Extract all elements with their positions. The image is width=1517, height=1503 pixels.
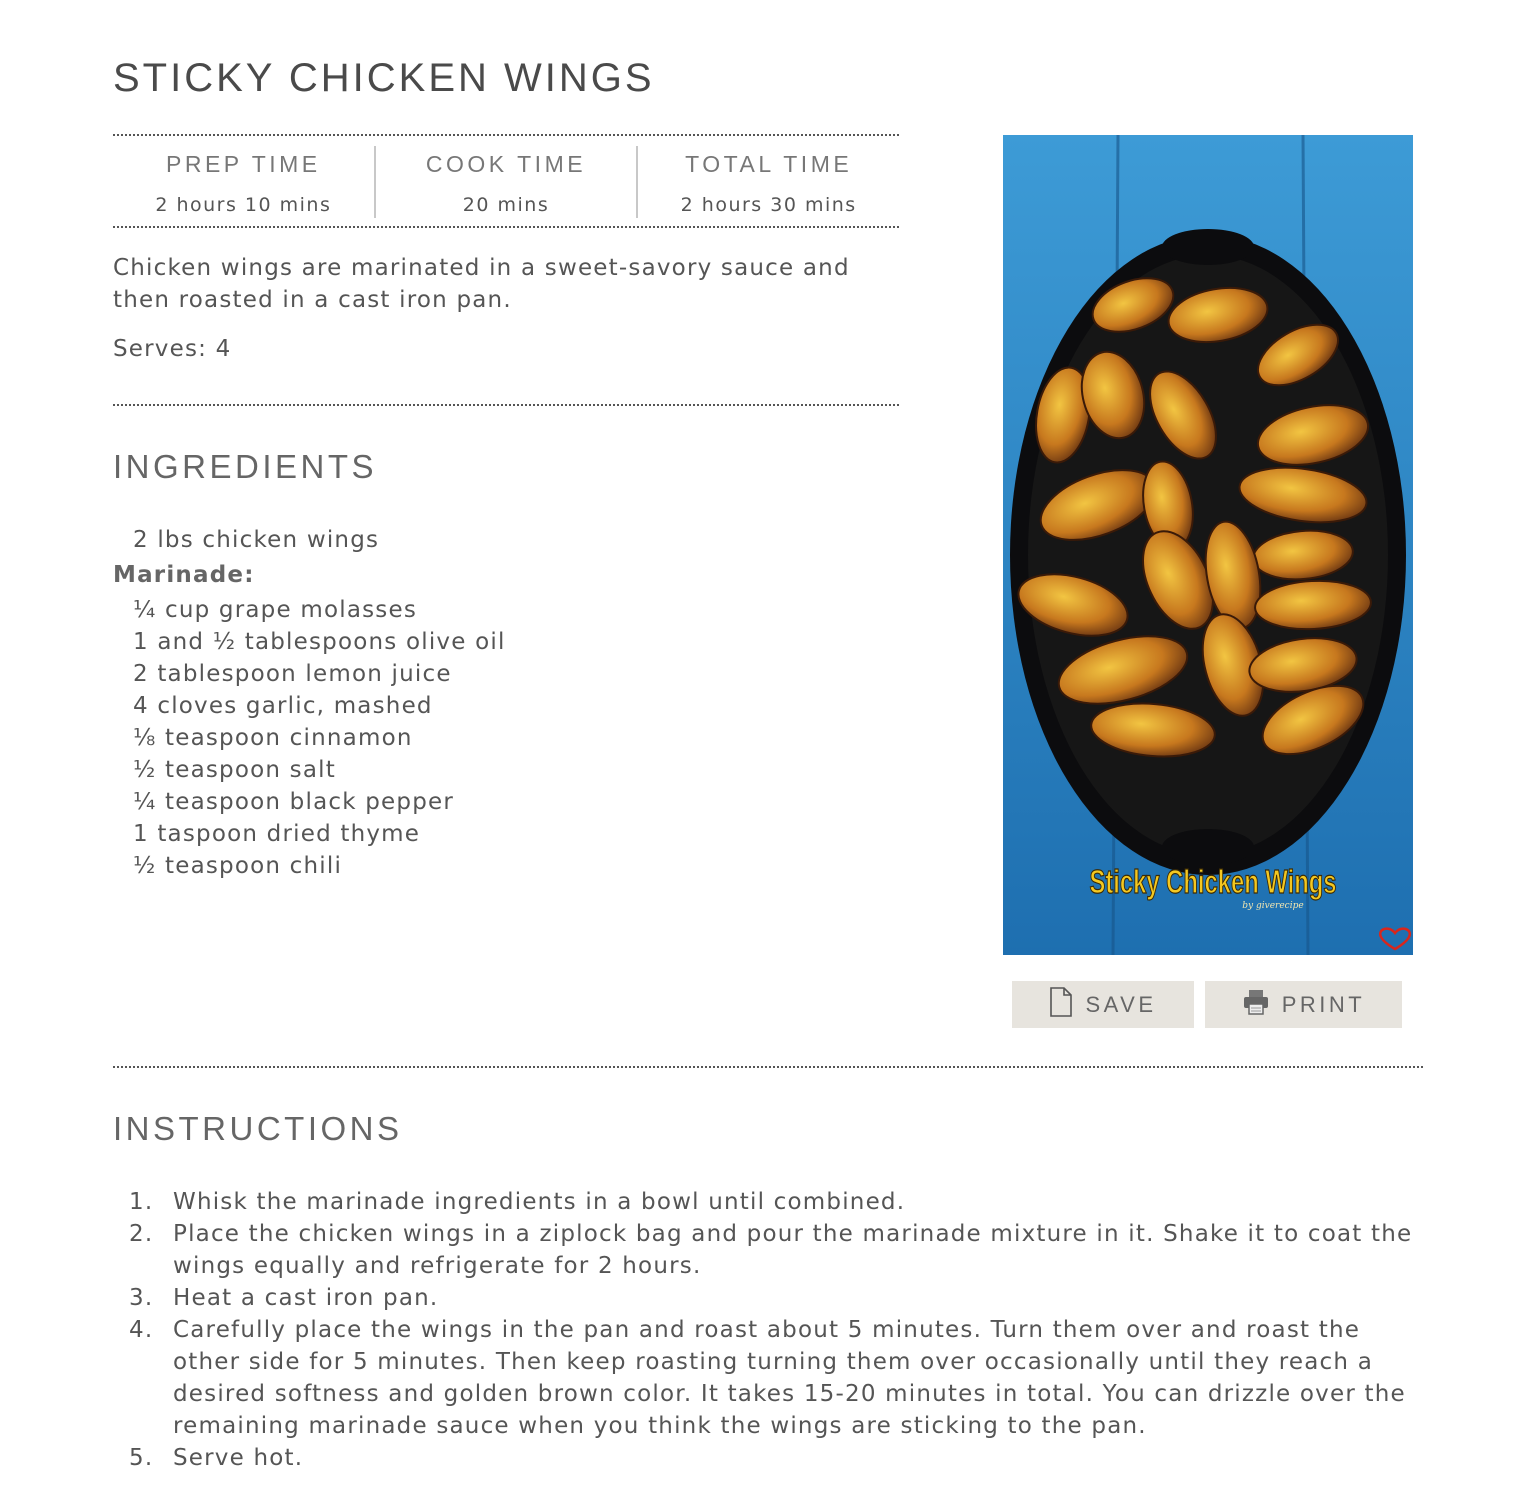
ingredients-heading: INGREDIENTS	[113, 448, 378, 485]
ingredient-item: ½ teaspoon chili	[133, 853, 343, 879]
instruction-step: Carefully place the wings in the pan and roast about 5 minutes. Turn them over and roast the other side for 5 minutes. Then keep roasting turning them over occasionally until they reach a desired softness and golden brown color. It takes 15-20 minutes in total. You can drizzle over the remaining marinade sauce when you think the wings are sticking to the pan.	[173, 1317, 1406, 1439]
divider	[113, 134, 899, 136]
prep-time-value: 2 hours 10 mins	[155, 194, 332, 216]
instruction-step: Serve hot.	[173, 1445, 304, 1471]
recipe-title: STICKY CHICKEN WINGS	[113, 56, 655, 100]
ingredient-item: 1 taspoon dried thyme	[133, 821, 421, 847]
ingredient-item: ½ teaspoon salt	[133, 757, 336, 783]
ingredient-item: 1 and ½ tablespoons olive oil	[133, 629, 506, 655]
instructions-list	[113, 1186, 1413, 1474]
recipe-photo	[1003, 135, 1413, 955]
divider	[113, 226, 899, 228]
ingredient-item: ⅛ teaspoon cinnamon	[133, 725, 413, 751]
photo-byline: by giverecipe	[1242, 901, 1304, 911]
recipe-card	[113, 0, 1423, 1503]
print-button[interactable]	[1205, 981, 1402, 1028]
instructions-heading: INSTRUCTIONS	[113, 1110, 403, 1147]
total-time-value: 2 hours 30 mins	[680, 194, 857, 216]
ingredient-item: 2 tablespoon lemon juice	[133, 661, 452, 687]
document-icon	[1049, 986, 1073, 1024]
ingredient-item: ¼ cup grape molasses	[133, 597, 418, 623]
recipe-summary: Chicken wings are marinated in a sweet-savory sauce and then roasted in a cast iron pan.	[113, 255, 850, 313]
cook-time-label: COOK TIME	[425, 151, 587, 177]
ingredient-group-heading: Marinade:	[113, 562, 255, 588]
prep-time-label: PREP TIME	[166, 151, 321, 177]
total-time-label: TOTAL TIME	[685, 151, 853, 177]
divider	[113, 404, 899, 406]
ingredient-item: 2 lbs chicken wings	[133, 527, 380, 553]
cook-time	[374, 146, 637, 218]
recipe-serves: Serves: 4	[113, 336, 232, 362]
ingredients-list	[113, 524, 506, 882]
divider	[113, 1066, 1423, 1068]
cook-time-value: 20 mins	[462, 194, 550, 216]
instruction-step: Heat a cast iron pan.	[173, 1285, 439, 1311]
save-button[interactable]	[1012, 981, 1194, 1028]
instruction-step: Whisk the marinade ingredients in a bowl until combined.	[173, 1189, 906, 1215]
print-button-label: PRINT	[1281, 991, 1366, 1017]
ingredient-item: 4 cloves garlic, mashed	[133, 693, 433, 719]
prep-time	[113, 146, 374, 218]
save-button-label: SAVE	[1085, 991, 1157, 1017]
instruction-step: Place the chicken wings in a ziplock bag and pour the marinade mixture in it. Shake it to coat the wings equally and refrigerate for 2 hours.	[173, 1221, 1413, 1279]
printer-icon	[1242, 988, 1270, 1022]
total-time	[636, 146, 899, 218]
ingredient-item: ¼ teaspoon black pepper	[133, 789, 454, 815]
photo-caption: Sticky Chicken Wings	[1089, 864, 1337, 902]
recipe-times	[113, 146, 899, 218]
